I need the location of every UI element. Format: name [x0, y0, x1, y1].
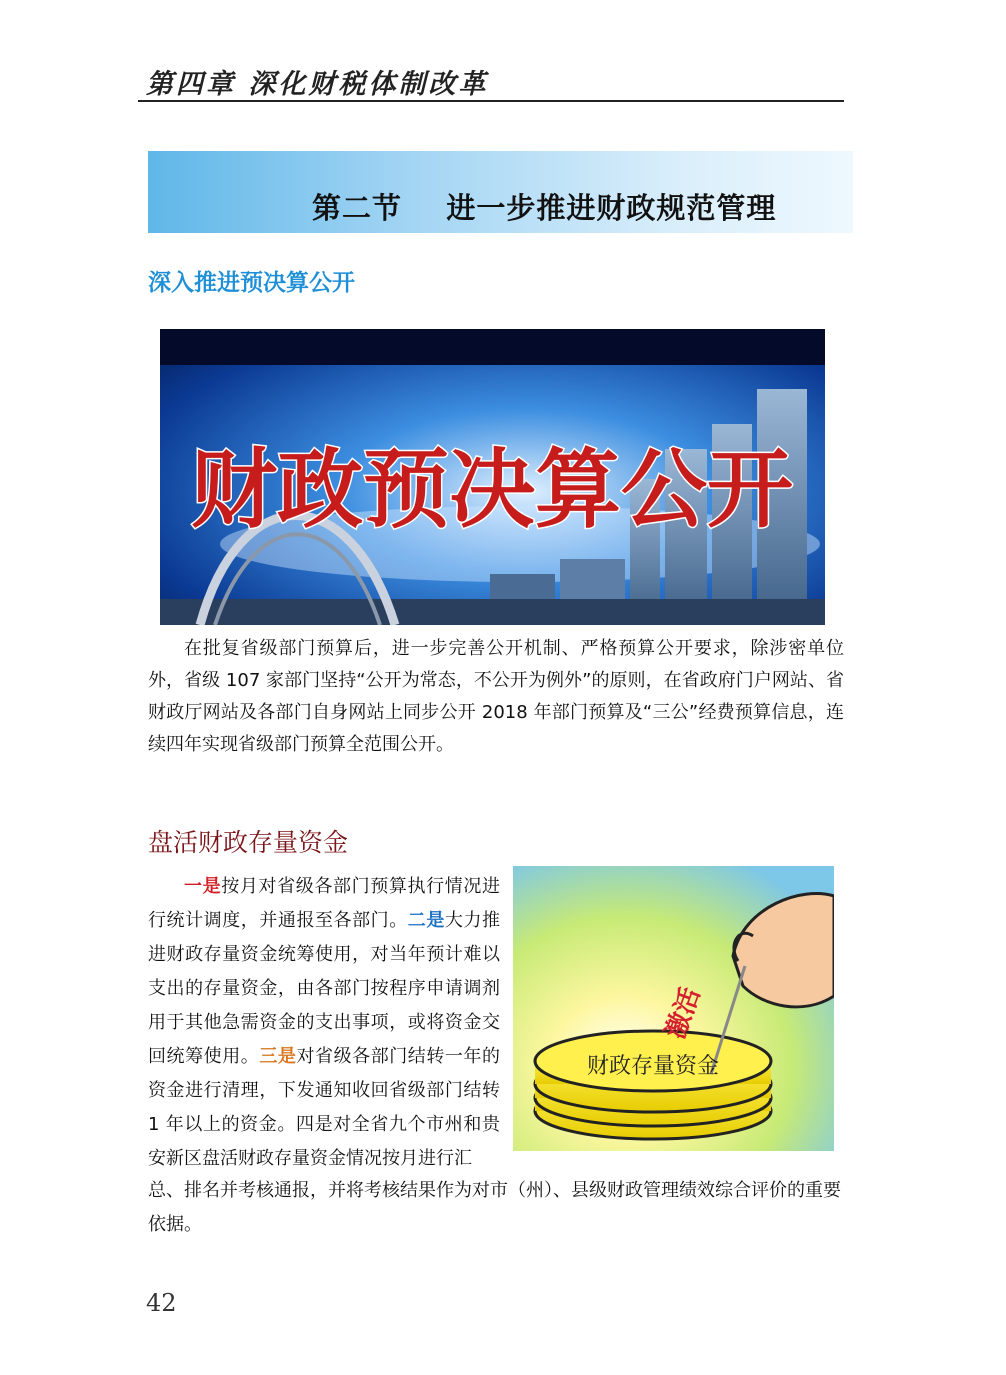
section-title: 第二节 进一步推进财政规范管理	[312, 191, 777, 225]
svg-text:激活: 激活	[660, 983, 707, 1043]
budget-disclosure-image	[160, 329, 825, 625]
subsection-heading-budget-disclosure: 深入推进预决算公开	[148, 270, 355, 296]
paragraph-revitalize-funds	[148, 870, 500, 1176]
text-third: 对省级各部门结转一年的资金进行清理，下发通知收回省级部门结转 1 年以上的资金。四是对全省九个市州和贵安新区盘活财政存量资金情况按月进行汇	[148, 1046, 501, 1169]
marker-first: 一是	[184, 876, 222, 897]
header-rule	[138, 100, 844, 102]
budget-disclosure-image-title	[191, 440, 793, 540]
stock-funds-image	[513, 866, 834, 1151]
subsection-heading-revitalize-funds: 盘活财政存量资金	[148, 828, 349, 857]
svg-text:财政存量资金: 财政存量资金	[586, 1054, 720, 1079]
page-number: 42	[146, 1289, 177, 1317]
paragraph-revitalize-funds-continued: 总、排名并考核通报，并将考核结果作为对市（州）、县级财政管理绩效综合评价的重要依据。	[148, 1180, 841, 1235]
marker-second: 二是	[407, 910, 445, 931]
marker-third: 三是	[259, 1046, 297, 1067]
paragraph-budget-disclosure: 在批复省级部门预算后，进一步完善公开机制、严格预算公开要求，除涉密单位外，省级 107 家部门坚持“公开为常态，不公开为例外”的原则，在省政府门户网站、省财政厅网站及各部门自身网站上同步公开 2018 年部门预算及“三公”经费预算信息，连续四年实现省级部门预算全范围公开。	[148, 638, 844, 755]
text-first: 按月对省级各部门预算执行情况进行统计调度，并通报至各部门。	[148, 876, 500, 931]
chapter-header: 第四章 深化财税体制改革	[146, 69, 489, 100]
text-second: 大力推进财政存量资金统筹使用，对当年预计难以支出的存量资金，由各部门按程序申请调剂用于其他急需资金的支出事项，或将资金交回统筹使用。	[148, 910, 501, 1067]
svg-text:财政预决算公开: 财政预决算公开	[191, 440, 793, 540]
